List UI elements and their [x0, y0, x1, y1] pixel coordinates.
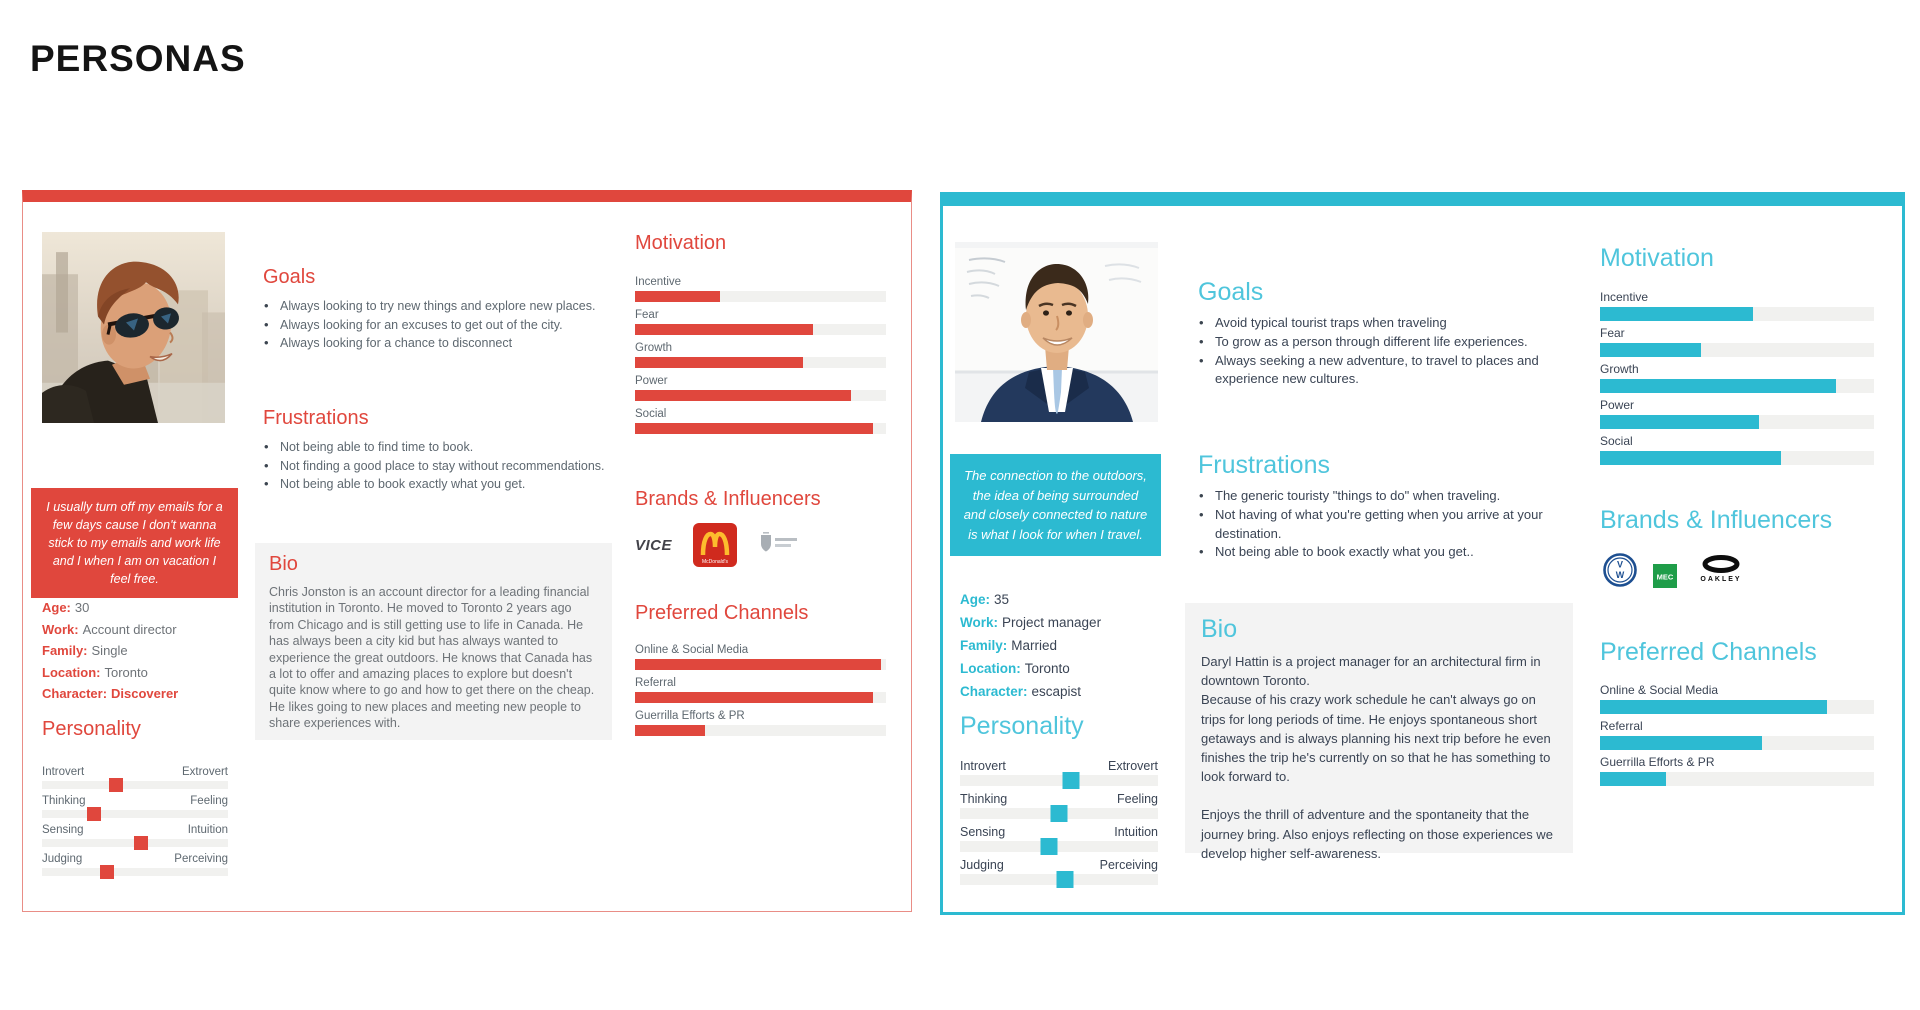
bar-track: [635, 324, 886, 335]
brands-heading: Brands & Influencers: [635, 488, 821, 510]
persona-details: [960, 588, 1101, 703]
volkswagen-logo: [1603, 553, 1637, 587]
bar-fill: [1600, 343, 1701, 357]
frustrations-heading: Frustrations: [263, 407, 369, 429]
motivation-bar: Growth: [635, 342, 886, 368]
motivation-bar: Growth: [1600, 362, 1874, 393]
motivation-bar: Fear: [1600, 326, 1874, 357]
slider-marker[interactable]: [1051, 805, 1068, 822]
bio-paragraph: Chris Jonston is an account director for a leading financial institution in Toronto. He moved to Toronto 2 years ago from Chicago and is still getting use to life in Canada. He has always been a city kid but has always wanted to experience the great outdoors. He knows that Canada has a lot to offer and amazing places to explore but doesn't quite know where to go and how to get there on the cheap. He likes going to new places and meeting new people to share experiences with.: [269, 585, 595, 731]
detail-location: Location: Toronto: [960, 661, 1070, 676]
slider-thinking-feeling: Thinking Feeling: [42, 795, 228, 818]
page-title: PERSONAS: [30, 38, 246, 79]
bio-section: [255, 543, 612, 740]
slider-marker[interactable]: [134, 836, 148, 850]
motivation-bar: Social: [635, 408, 886, 434]
bar-fill: [1600, 379, 1836, 393]
svg-text:McDonald's: McDonald's: [702, 559, 728, 565]
channel-bar: Referral: [635, 677, 886, 703]
bar-track: [635, 357, 886, 368]
slider-sensing-intuition: Sensing Intuition: [42, 824, 228, 847]
motivation-bar: Incentive: [635, 276, 886, 302]
bar-track: [1600, 415, 1874, 429]
channels-heading: Preferred Channels: [635, 602, 809, 624]
motivation-bars: [1600, 290, 1874, 470]
bar-track: [1600, 451, 1874, 465]
motivation-heading: Motivation: [635, 232, 727, 254]
frustrations-list: [263, 438, 618, 494]
bio-heading: Bio: [1201, 615, 1238, 643]
goal-item: • Always looking for an excuses to get out of the city.: [263, 316, 618, 335]
bar-track: [635, 725, 886, 736]
slider-marker[interactable]: [1041, 838, 1058, 855]
persona-photo: [42, 232, 225, 423]
brand-logos: [635, 522, 803, 568]
bar-fill: [635, 390, 851, 401]
frustration-item: • Not having of what you're getting when you arrive at your destination.: [1198, 506, 1570, 544]
bio-paragraph: Because of his crazy work schedule he can't always go on trips for long periods of time. He enjoys spontaneous short getaways and is always planning his next trip before he even finishes the trip he's currently on so that he has something to look forward to.: [1201, 692, 1551, 785]
goals-list: [1198, 314, 1570, 389]
bar-fill: [635, 423, 873, 434]
slider-marker[interactable]: [100, 865, 114, 879]
bar-fill: [1600, 772, 1666, 786]
motivation-bar: Power: [1600, 398, 1874, 429]
svg-text:OAKLEY: OAKLEY: [1700, 576, 1742, 583]
frustrations-list: [1198, 487, 1570, 562]
bar-fill: [635, 291, 720, 302]
personality-sliders: [960, 759, 1158, 891]
motivation-bar: Social: [1600, 434, 1874, 465]
frustration-item: • Not being able to book exactly what you get.: [263, 475, 618, 494]
personality-heading: Personality: [42, 718, 141, 740]
detail-work: Work: Project manager: [960, 615, 1102, 630]
brand-logos: [1603, 546, 1749, 594]
bar-track: [1600, 379, 1874, 393]
bar-track: [1600, 343, 1874, 357]
detail-work: Work: Account director: [42, 621, 177, 637]
svg-text:W: W: [1615, 570, 1625, 580]
frustration-item: • Not being able to find time to book.: [263, 438, 618, 457]
bar-track: [1600, 736, 1874, 750]
bio-paragraph: Enjoys the thrill of adventure and the spontaneity that the journey bring. Also enjoys reflecting on those experiences we develop higher self-awareness.: [1201, 807, 1553, 861]
motivation-bars: [635, 276, 886, 441]
vice-logo: [635, 536, 679, 554]
slider-judging-perceiving: Judging Perceiving: [960, 858, 1158, 885]
persona-quote: The connection to the outdoors, the idea of being surrounded and closely connected to nature is what I look for when I travel.: [950, 454, 1161, 556]
bar-track: [635, 692, 886, 703]
channel-bar: Guerrilla Efforts & PR: [635, 710, 886, 736]
personality-sliders: [42, 766, 228, 882]
goal-item: • Always seeking a new adventure, to travel to places and experience new cultures.: [1198, 352, 1570, 390]
slider-track[interactable]: [960, 808, 1158, 819]
frustrations-heading: Frustrations: [1198, 451, 1330, 479]
channel-bar: Referral: [1600, 719, 1874, 750]
bar-fill: [635, 692, 873, 703]
frustration-item: • Not finding a good place to stay without recommendations.: [263, 457, 618, 476]
channels-heading: Preferred Channels: [1600, 638, 1817, 666]
slider-track[interactable]: [960, 874, 1158, 885]
bar-track: [635, 659, 886, 670]
goals-heading: Goals: [263, 266, 316, 288]
slider-introvert-extrovert: Introvert Extrovert: [42, 766, 228, 789]
channel-bars: [1600, 683, 1874, 791]
persona-details: [42, 597, 178, 705]
bar-track: [635, 423, 886, 434]
svg-text:V: V: [1616, 559, 1624, 570]
slider-track[interactable]: [960, 841, 1158, 852]
frustration-item: • The generic touristy "things to do" when traveling.: [1198, 487, 1570, 506]
goal-item: • Always looking to try new things and explore new places.: [263, 297, 618, 316]
persona-photo: [955, 242, 1158, 422]
detail-location: Location: Toronto: [42, 664, 148, 680]
persona-card-daryl: [940, 192, 1905, 915]
mcdonalds-logo: [693, 523, 737, 567]
detail-character: Character: escapist: [960, 684, 1082, 699]
motivation-bar: Power: [635, 375, 886, 401]
bar-fill: [635, 357, 803, 368]
svg-text:VICE: VICE: [635, 537, 673, 554]
personality-heading: Personality: [960, 712, 1084, 740]
detail-age: Age: 30: [42, 600, 90, 615]
bio-paragraph: Daryl Hattin is a project manager for an architectural firm in downtown Toronto.: [1201, 654, 1541, 689]
oakley-logo: [1693, 555, 1749, 585]
bar-track: [1600, 700, 1874, 714]
slider-thinking-feeling: Thinking Feeling: [960, 792, 1158, 819]
bar-track: [1600, 772, 1874, 786]
brands-heading: Brands & Influencers: [1600, 506, 1833, 534]
bar-fill: [635, 324, 813, 335]
channel-bars: [635, 644, 886, 743]
motivation-bar: Fear: [635, 309, 886, 335]
bar-track: [635, 291, 886, 302]
bio-heading: Bio: [269, 553, 298, 575]
slider-marker[interactable]: [87, 807, 101, 821]
bar-fill: [1600, 700, 1827, 714]
bar-fill: [1600, 415, 1759, 429]
bio-section: [1185, 603, 1573, 861]
channel-bar: Guerrilla Efforts & PR: [1600, 755, 1874, 786]
crest-logo: [751, 532, 803, 558]
bar-fill: [1600, 736, 1762, 750]
channel-bar: Online & Social Media: [1600, 683, 1874, 714]
svg-text:MEC: MEC: [1656, 572, 1674, 582]
mec-logo: [1653, 564, 1677, 588]
slider-sensing-intuition: Sensing Intuition: [960, 825, 1158, 852]
goals-heading: Goals: [1198, 278, 1264, 306]
bar-track: [1600, 307, 1874, 321]
frustration-item: • Not being able to book exactly what you get..: [1198, 543, 1570, 562]
detail-age: Age: 35: [960, 592, 1010, 607]
goal-item: • To grow as a person through different life experiences.: [1198, 333, 1570, 352]
slider-marker[interactable]: [109, 778, 123, 792]
motivation-bar: Incentive: [1600, 290, 1874, 321]
slider-judging-perceiving: Judging Perceiving: [42, 853, 228, 876]
goal-item: • Always looking for a chance to disconnect: [263, 334, 618, 353]
slider-track[interactable]: [42, 781, 228, 789]
slider-marker[interactable]: [1062, 772, 1079, 789]
slider-track[interactable]: [960, 775, 1158, 786]
slider-marker[interactable]: [1056, 871, 1073, 888]
goal-item: • Avoid typical tourist traps when traveling: [1198, 314, 1570, 333]
slider-track[interactable]: [42, 810, 228, 818]
goals-list: [263, 297, 618, 353]
man-suit-portrait: [955, 242, 1158, 422]
man-sunglasses-portrait: [42, 232, 225, 423]
slider-track[interactable]: [42, 868, 228, 876]
bar-fill: [1600, 307, 1753, 321]
channel-bar: Online & Social Media: [635, 644, 886, 670]
detail-character: Character: Discoverer: [42, 686, 179, 701]
bar-fill: [1600, 451, 1781, 465]
bar-track: [635, 390, 886, 401]
bar-fill: [635, 725, 705, 736]
persona-quote: I usually turn off my emails for a few days cause I don't wanna stick to my emails and work life and I when I am on vacation I feel free.: [31, 488, 238, 598]
slider-track[interactable]: [42, 839, 228, 847]
slider-introvert-extrovert: Introvert Extrovert: [960, 759, 1158, 786]
detail-family: Family: Single: [42, 643, 128, 658]
bar-fill: [635, 659, 881, 670]
persona-card-chris: [22, 190, 912, 912]
detail-family: Family: Married: [960, 638, 1058, 653]
motivation-heading: Motivation: [1600, 244, 1714, 272]
